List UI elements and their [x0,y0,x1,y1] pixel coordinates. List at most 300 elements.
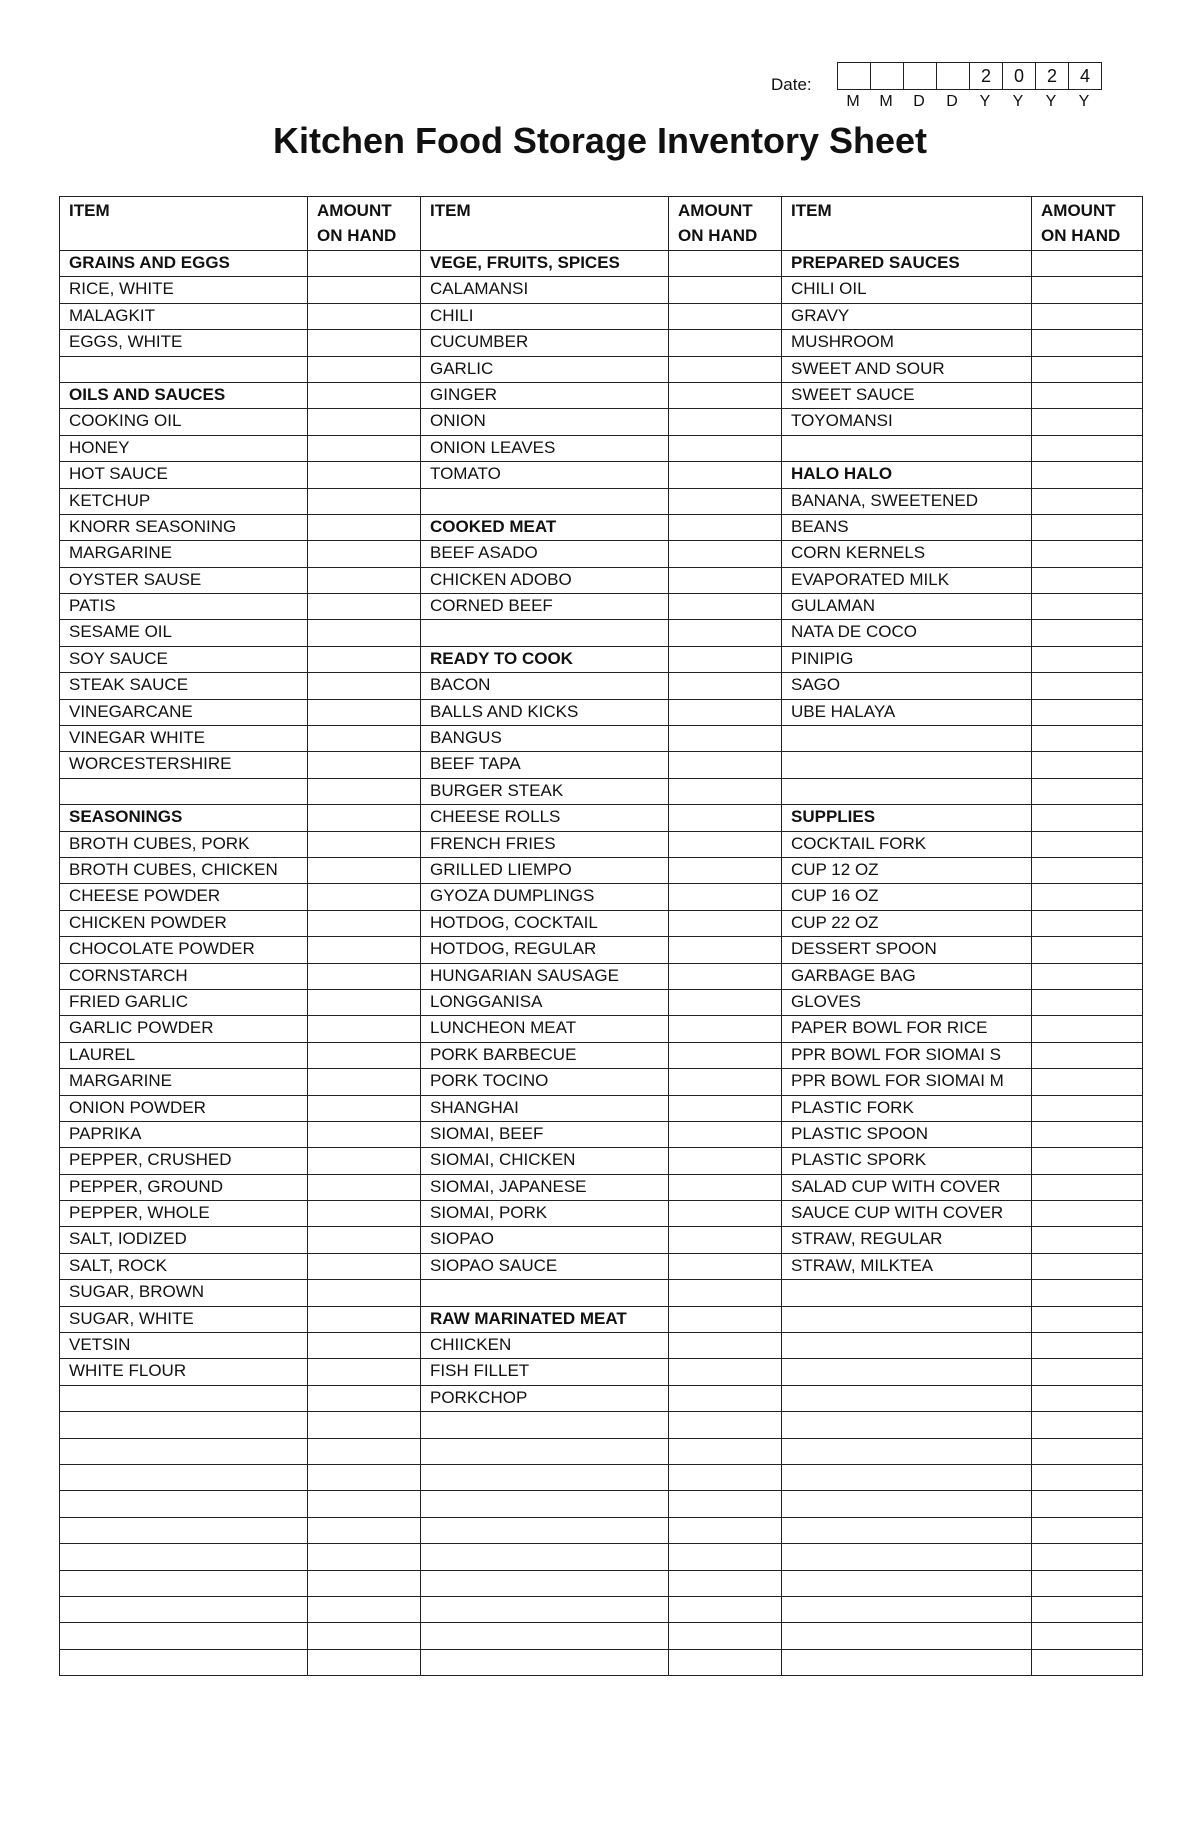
amount-on-hand-cell[interactable] [1032,251,1143,277]
item-name-cell: CHICKEN POWDER [60,910,308,936]
table-row [60,726,1143,752]
item-name-cell: PORKCHOP [421,1385,669,1411]
amount-on-hand-cell[interactable] [308,1491,421,1517]
amount-on-hand-cell[interactable] [1032,1438,1143,1464]
item-name-cell: SIOMAI, BEEF [421,1121,669,1147]
amount-on-hand-cell[interactable] [669,303,782,329]
item-name-cell: SUGAR, BROWN [60,1280,308,1306]
table-row [60,1517,1143,1543]
item-name-cell: FRIED GARLIC [60,989,308,1015]
amount-on-hand-cell[interactable] [669,1438,782,1464]
amount-on-hand-cell[interactable] [308,1016,421,1042]
date-hint: Y [1045,93,1058,110]
amount-on-hand-cell[interactable] [1032,963,1143,989]
inventory-body [60,251,1143,1676]
item-name-cell: SWEET SAUCE [782,382,1032,408]
item-name-cell: BANGUS [421,726,669,752]
table-row [60,1544,1143,1570]
amount-on-hand-cell[interactable] [669,831,782,857]
amount-on-hand-cell[interactable] [1032,1596,1143,1622]
item-name-cell: MARGARINE [60,541,308,567]
amount-on-hand-cell[interactable] [1032,857,1143,883]
amount-on-hand-cell[interactable] [669,910,782,936]
item-name-cell: GARLIC [421,356,669,382]
item-name-cell: LONGGANISA [421,989,669,1015]
amount-on-hand-cell[interactable] [669,778,782,804]
item-name-cell: PLASTIC SPORK [782,1148,1032,1174]
table-row [60,251,1143,277]
amount-on-hand-cell[interactable] [669,251,782,277]
item-name-cell: NATA DE COCO [782,620,1032,646]
amount-on-hand-cell[interactable] [669,1042,782,1068]
table-row [60,1201,1143,1227]
amount-on-hand-cell[interactable] [669,356,782,382]
date-box[interactable] [871,63,904,89]
item-name-cell: STEAK SAUCE [60,673,308,699]
amount-on-hand-cell[interactable] [308,937,421,963]
item-name-cell [782,778,1032,804]
item-name-cell: SALT, IODIZED [60,1227,308,1253]
item-name-cell [60,356,308,382]
amount-on-hand-cell[interactable] [308,673,421,699]
amount-on-hand-cell[interactable] [1032,488,1143,514]
amount-on-hand-cell[interactable] [308,1280,421,1306]
item-name-cell: HUNGARIAN SAUSAGE [421,963,669,989]
amount-on-hand-cell[interactable] [308,1464,421,1490]
category-heading: SUPPLIES [782,805,1032,831]
amount-on-hand-cell[interactable] [669,1148,782,1174]
item-name-cell: CALAMANSI [421,277,669,303]
amount-on-hand-cell[interactable] [308,1596,421,1622]
amount-on-hand-cell[interactable] [669,1306,782,1332]
amount-on-hand-cell[interactable] [308,989,421,1015]
amount-on-hand-cell[interactable] [308,1333,421,1359]
amount-on-hand-cell[interactable] [1032,1412,1143,1438]
amount-on-hand-cell[interactable] [669,567,782,593]
date-box[interactable] [838,63,871,89]
item-name-cell: HONEY [60,435,308,461]
date-box[interactable]: 2 [970,63,1003,89]
amount-on-hand-cell[interactable] [1032,1649,1143,1675]
amount-on-hand-cell[interactable] [308,1121,421,1147]
item-name-cell: LUNCHEON MEAT [421,1016,669,1042]
amount-on-hand-cell[interactable] [1032,1333,1143,1359]
amount-on-hand-cell[interactable] [669,1517,782,1543]
date-box[interactable]: 0 [1003,63,1036,89]
item-name-cell: PAPRIKA [60,1121,308,1147]
amount-on-hand-cell[interactable] [1032,937,1143,963]
amount-on-hand-cell[interactable] [308,857,421,883]
amount-on-hand-cell[interactable] [669,884,782,910]
item-name-cell: CHEESE ROLLS [421,805,669,831]
item-name-cell: OYSTER SAUSE [60,567,308,593]
amount-on-hand-cell[interactable] [1032,435,1143,461]
amount-on-hand-cell[interactable] [1032,805,1143,831]
amount-on-hand-cell[interactable] [1032,699,1143,725]
item-name-cell [421,1544,669,1570]
item-name-cell [421,1412,669,1438]
amount-on-hand-cell[interactable] [669,330,782,356]
amount-on-hand-cell[interactable] [1032,726,1143,752]
amount-on-hand-cell[interactable] [669,514,782,540]
amount-on-hand-cell[interactable] [669,277,782,303]
amount-on-hand-cell[interactable] [1032,1201,1143,1227]
amount-on-hand-cell[interactable] [669,1623,782,1649]
table-row [60,435,1143,461]
amount-on-hand-cell[interactable] [669,435,782,461]
table-row [60,1016,1143,1042]
amount-on-hand-cell[interactable] [1032,1306,1143,1332]
amount-on-hand-cell[interactable] [1032,1359,1143,1385]
item-name-cell [421,1649,669,1675]
amount-on-hand-cell[interactable] [308,726,421,752]
date-box[interactable] [937,63,970,89]
column-header-item: ITEM [60,197,308,251]
amount-on-hand-cell[interactable] [308,514,421,540]
item-name-cell: SIOPAO [421,1227,669,1253]
amount-on-hand-cell[interactable] [669,673,782,699]
item-name-cell [421,1438,669,1464]
amount-on-hand-cell[interactable] [308,620,421,646]
amount-on-hand-cell[interactable] [308,646,421,672]
amount-on-hand-cell[interactable] [308,594,421,620]
item-name-cell: PLASTIC SPOON [782,1121,1032,1147]
amount-on-hand-cell[interactable] [1032,1623,1143,1649]
item-name-cell: PAPER BOWL FOR RICE [782,1016,1032,1042]
item-name-cell: DESSERT SPOON [782,937,1032,963]
table-row [60,752,1143,778]
amount-on-hand-cell[interactable] [308,1201,421,1227]
item-name-cell: GRAVY [782,303,1032,329]
item-name-cell: CUP 16 OZ [782,884,1032,910]
amount-on-hand-cell[interactable] [308,1174,421,1200]
amount-on-hand-cell[interactable] [669,857,782,883]
amount-on-hand-cell[interactable] [308,805,421,831]
amount-on-hand-cell[interactable] [1032,1544,1143,1570]
item-name-cell: PINIPIG [782,646,1032,672]
amount-on-hand-cell[interactable] [1032,1385,1143,1411]
item-name-cell [782,1359,1032,1385]
amount-on-hand-cell[interactable] [669,1095,782,1121]
amount-on-hand-cell[interactable] [308,382,421,408]
amount-on-hand-cell[interactable] [308,330,421,356]
item-name-cell: ONION POWDER [60,1095,308,1121]
amount-on-hand-cell[interactable] [669,1227,782,1253]
amount-on-hand-cell[interactable] [669,1174,782,1200]
amount-on-hand-cell[interactable] [669,1464,782,1490]
item-name-cell: PEPPER, CRUSHED [60,1148,308,1174]
item-name-cell: MARGARINE [60,1069,308,1095]
amount-on-hand-cell[interactable] [1032,330,1143,356]
amount-on-hand-cell[interactable] [669,594,782,620]
table-row [60,620,1143,646]
table-row [60,1491,1143,1517]
table-row [60,356,1143,382]
amount-on-hand-cell[interactable] [1032,831,1143,857]
amount-on-hand-cell[interactable] [308,1385,421,1411]
amount-on-hand-cell[interactable] [1032,1016,1143,1042]
date-hint: M [846,93,861,110]
amount-on-hand-cell[interactable] [1032,884,1143,910]
amount-on-hand-cell[interactable] [1032,303,1143,329]
item-name-cell: PPR BOWL FOR SIOMAI M [782,1069,1032,1095]
category-heading: SEASONINGS [60,805,308,831]
amount-on-hand-cell[interactable] [308,567,421,593]
table-row [60,937,1143,963]
amount-on-hand-cell[interactable] [308,1412,421,1438]
amount-on-hand-cell[interactable] [308,1517,421,1543]
amount-on-hand-cell[interactable] [308,1253,421,1279]
table-row [60,303,1143,329]
date-hint: Y [979,93,992,110]
amount-on-hand-cell[interactable] [308,1359,421,1385]
amount-on-hand-cell[interactable] [669,1121,782,1147]
amount-on-hand-cell[interactable] [1032,409,1143,435]
amount-on-hand-cell[interactable] [669,1596,782,1622]
amount-on-hand-cell[interactable] [669,382,782,408]
amount-on-hand-cell[interactable] [669,1280,782,1306]
amount-on-hand-cell[interactable] [669,1253,782,1279]
category-heading: PREPARED SAUCES [782,251,1032,277]
amount-on-hand-cell[interactable] [308,1095,421,1121]
item-name-cell: SALT, ROCK [60,1253,308,1279]
item-name-cell [782,1280,1032,1306]
amount-on-hand-cell[interactable] [308,356,421,382]
amount-on-hand-cell[interactable] [1032,462,1143,488]
amount-on-hand-cell[interactable] [308,1438,421,1464]
item-name-cell [782,435,1032,461]
amount-on-hand-cell[interactable] [308,251,421,277]
item-name-cell: BANANA, SWEETENED [782,488,1032,514]
amount-on-hand-cell[interactable] [1032,1517,1143,1543]
item-name-cell [782,1412,1032,1438]
amount-on-hand-cell[interactable] [1032,778,1143,804]
amount-on-hand-cell[interactable] [669,1412,782,1438]
amount-on-hand-cell[interactable] [669,726,782,752]
amount-on-hand-cell[interactable] [669,1544,782,1570]
table-row [60,514,1143,540]
amount-on-hand-cell[interactable] [669,488,782,514]
item-name-cell: CORN KERNELS [782,541,1032,567]
item-name-cell: PLASTIC FORK [782,1095,1032,1121]
amount-on-hand-cell[interactable] [1032,1227,1143,1253]
item-name-cell [782,752,1032,778]
item-name-cell: MALAGKIT [60,303,308,329]
item-name-cell: KETCHUP [60,488,308,514]
item-name-cell [60,1517,308,1543]
category-heading: GRAINS AND EGGS [60,251,308,277]
item-name-cell [421,1491,669,1517]
amount-on-hand-cell[interactable] [308,1148,421,1174]
amount-on-hand-cell[interactable] [1032,752,1143,778]
table-row [60,1333,1143,1359]
table-row [60,1385,1143,1411]
item-name-cell: CUCUMBER [421,330,669,356]
date-hint: D [913,93,926,110]
table-row [60,541,1143,567]
table-row [60,1464,1143,1490]
item-name-cell: TOMATO [421,462,669,488]
amount-on-hand-cell[interactable] [308,1227,421,1253]
item-name-cell [421,1517,669,1543]
item-name-cell: WORCESTERSHIRE [60,752,308,778]
amount-on-hand-cell[interactable] [1032,594,1143,620]
amount-on-hand-cell[interactable] [308,1306,421,1332]
amount-on-hand-cell[interactable] [1032,1042,1143,1068]
table-row [60,1438,1143,1464]
item-name-cell: SIOMAI, JAPANESE [421,1174,669,1200]
table-row [60,1570,1143,1596]
amount-on-hand-cell[interactable] [669,1069,782,1095]
amount-on-hand-cell[interactable] [669,1359,782,1385]
item-name-cell [782,1570,1032,1596]
amount-on-hand-cell[interactable] [308,303,421,329]
item-name-cell: TOYOMANSI [782,409,1032,435]
amount-on-hand-cell[interactable] [308,1544,421,1570]
amount-on-hand-cell[interactable] [669,805,782,831]
item-name-cell [782,1623,1032,1649]
amount-on-hand-cell[interactable] [1032,1491,1143,1517]
table-row [60,1649,1143,1675]
amount-on-hand-cell[interactable] [308,277,421,303]
amount-on-hand-cell[interactable] [308,541,421,567]
table-row [60,567,1143,593]
table-row [60,1253,1143,1279]
table-header-row [60,197,1143,251]
amount-on-hand-cell[interactable] [1032,277,1143,303]
amount-on-hand-cell[interactable] [1032,382,1143,408]
amount-on-hand-cell[interactable] [1032,514,1143,540]
amount-on-hand-cell[interactable] [669,1016,782,1042]
amount-on-hand-cell[interactable] [669,1385,782,1411]
amount-on-hand-cell[interactable] [308,1623,421,1649]
item-name-cell: SAGO [782,673,1032,699]
amount-on-hand-cell[interactable] [1032,1570,1143,1596]
item-name-cell: VETSIN [60,1333,308,1359]
amount-on-hand-cell[interactable] [1032,646,1143,672]
table-row [60,1280,1143,1306]
item-name-cell: BEEF TAPA [421,752,669,778]
table-row [60,805,1143,831]
amount-on-hand-cell[interactable] [669,1491,782,1517]
amount-on-hand-cell[interactable] [1032,1253,1143,1279]
item-name-cell: WHITE FLOUR [60,1359,308,1385]
amount-on-hand-cell[interactable] [1032,989,1143,1015]
item-name-cell [60,1385,308,1411]
amount-on-hand-cell[interactable] [308,778,421,804]
amount-on-hand-cell[interactable] [669,620,782,646]
amount-on-hand-cell[interactable] [1032,1148,1143,1174]
item-name-cell: GINGER [421,382,669,408]
amount-on-hand-cell[interactable] [1032,567,1143,593]
amount-on-hand-cell[interactable] [308,435,421,461]
category-heading: HALO HALO [782,462,1032,488]
date-box[interactable]: 4 [1069,63,1102,89]
item-name-cell [60,1596,308,1622]
item-name-cell: BALLS AND KICKS [421,699,669,725]
amount-on-hand-cell[interactable] [669,989,782,1015]
table-row [60,1069,1143,1095]
amount-on-hand-cell[interactable] [1032,541,1143,567]
amount-on-hand-cell[interactable] [1032,356,1143,382]
amount-on-hand-cell[interactable] [1032,1121,1143,1147]
item-name-cell: SIOMAI, PORK [421,1201,669,1227]
amount-on-hand-cell[interactable] [308,963,421,989]
amount-on-hand-cell[interactable] [669,937,782,963]
amount-on-hand-cell[interactable] [308,752,421,778]
date-box[interactable]: 2 [1036,63,1069,89]
amount-on-hand-cell[interactable] [308,409,421,435]
item-name-cell: HOTDOG, REGULAR [421,937,669,963]
item-name-cell: HOTDOG, COCKTAIL [421,910,669,936]
amount-on-hand-cell[interactable] [308,910,421,936]
amount-on-hand-cell[interactable] [1032,620,1143,646]
amount-on-hand-cell[interactable] [1032,1069,1143,1095]
item-name-cell: SIOMAI, CHICKEN [421,1148,669,1174]
amount-on-hand-cell[interactable] [308,831,421,857]
item-name-cell: SOY SAUCE [60,646,308,672]
table-row [60,1042,1143,1068]
table-row [60,963,1143,989]
amount-on-hand-cell[interactable] [308,1069,421,1095]
amount-on-hand-cell[interactable] [1032,1280,1143,1306]
item-name-cell: CHICKEN ADOBO [421,567,669,593]
amount-on-hand-cell[interactable] [669,1333,782,1359]
item-name-cell: CORNED BEEF [421,594,669,620]
item-name-cell [60,778,308,804]
item-name-cell [60,1438,308,1464]
amount-on-hand-cell[interactable] [669,541,782,567]
amount-on-hand-cell[interactable] [669,409,782,435]
amount-on-hand-cell[interactable] [669,699,782,725]
table-row [60,1148,1143,1174]
amount-on-hand-cell[interactable] [669,752,782,778]
date-format-hints [837,93,1101,111]
amount-on-hand-cell[interactable] [669,1649,782,1675]
amount-on-hand-cell[interactable] [669,963,782,989]
amount-on-hand-cell[interactable] [308,699,421,725]
item-name-cell: PATIS [60,594,308,620]
item-name-cell: CHOCOLATE POWDER [60,937,308,963]
amount-on-hand-cell[interactable] [1032,1174,1143,1200]
amount-on-hand-cell[interactable] [308,1042,421,1068]
amount-on-hand-cell[interactable] [669,646,782,672]
amount-on-hand-cell[interactable] [308,1649,421,1675]
amount-on-hand-cell[interactable] [308,884,421,910]
item-name-cell [782,1464,1032,1490]
table-row [60,1359,1143,1385]
table-row [60,382,1143,408]
amount-on-hand-cell[interactable] [308,462,421,488]
amount-on-hand-cell[interactable] [669,462,782,488]
item-name-cell: GARBAGE BAG [782,963,1032,989]
date-box[interactable] [904,63,937,89]
item-name-cell: CHILI [421,303,669,329]
amount-on-hand-cell[interactable] [308,1570,421,1596]
table-row [60,1412,1143,1438]
amount-on-hand-cell[interactable] [308,488,421,514]
amount-on-hand-cell[interactable] [669,1570,782,1596]
amount-on-hand-cell[interactable] [1032,1095,1143,1121]
amount-on-hand-cell[interactable] [1032,910,1143,936]
item-name-cell: BEANS [782,514,1032,540]
amount-on-hand-cell[interactable] [1032,673,1143,699]
item-name-cell: KNORR SEASONING [60,514,308,540]
item-name-cell: UBE HALAYA [782,699,1032,725]
amount-on-hand-cell[interactable] [669,1201,782,1227]
amount-on-hand-cell[interactable] [1032,1464,1143,1490]
item-name-cell: EVAPORATED MILK [782,567,1032,593]
